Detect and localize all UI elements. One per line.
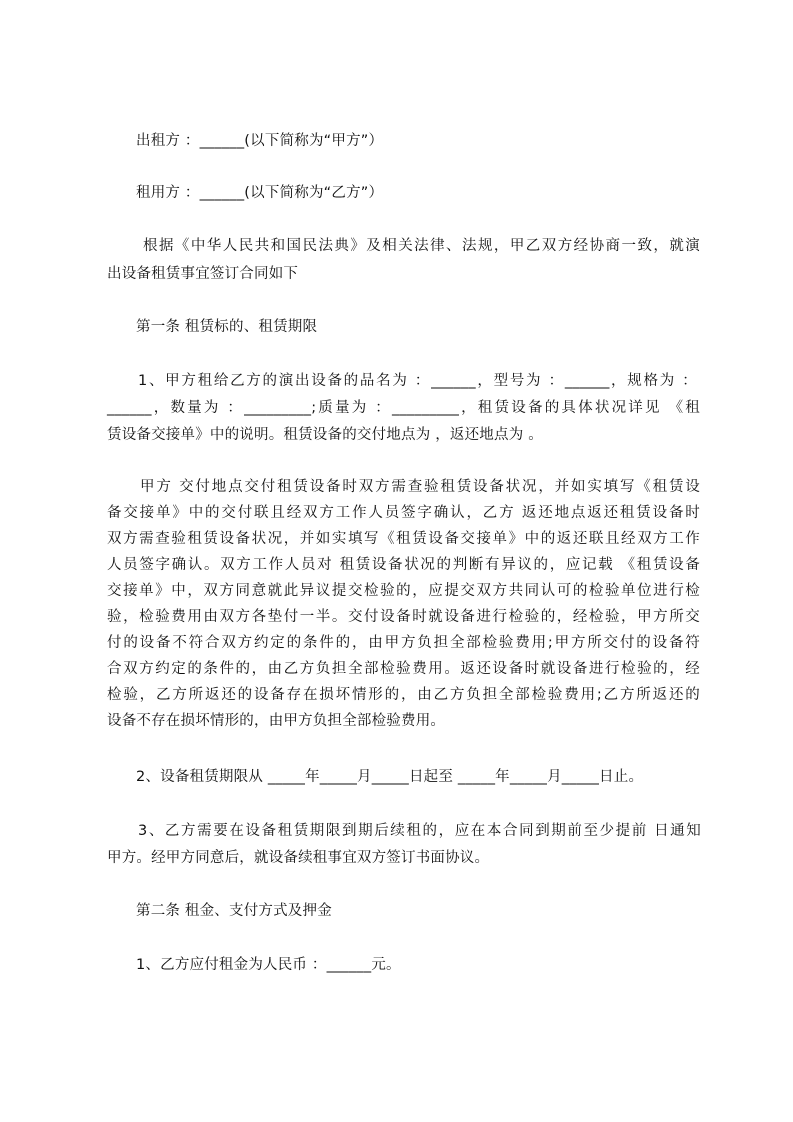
clause-1-3-line-1: 3、乙方需要在设备租赁期限到期后续租的，应在本合同到期前至少提前 日通知 <box>138 823 701 839</box>
inspection-line-3: 双方需查验租赁设备状况，并如实填写《租赁设备交接单》中的返还联且经双方工作 <box>107 531 700 547</box>
article-1-heading: 第一条 租赁标的、租赁期限 <box>136 319 318 335</box>
clause-1-3-line-2: 甲方。经甲方同意后，就设备续租事宜双方签订书面协议。 <box>107 850 490 866</box>
inspection-line-5: 交接单》中，双方同意就此异议提交检验的，应提交双方共同认可的检验单位进行检 <box>107 583 700 599</box>
preamble-line-2: 出设备租赁事宜签订合同如下 <box>107 266 299 282</box>
inspection-line-2: 备交接单》中的交付联且经双方工作人员签字确认，乙方 返还地点返还租赁设备时 <box>107 505 700 521</box>
preamble-line-1: 根据《中华人民共和国民法典》及相关法律、法规，甲乙双方经协商一致，就演 <box>143 238 700 254</box>
inspection-line-9: 检验，乙方所返还的设备存在损坏情形的，由乙方负担全部检验费用;乙方所返还的 <box>107 687 700 703</box>
clause-1-1-line-1: 1、甲方租给乙方的演出设备的品名为 ：______，型号为 ：______，规格为 ： <box>138 373 697 389</box>
clause-1-2-line-1: 2、设备租赁期限从 _____年_____月_____日起至 _____年_____月_____日止。 <box>136 769 644 785</box>
clause-1-1-line-2: ______，数量为 ：_________;质量为 ：_________，租赁设备的具体状况详见 《租 <box>107 400 700 416</box>
clause-2-1-line-1: 1、乙方应付租金为人民币 ：______元。 <box>136 957 401 973</box>
inspection-line-10: 设备不存在损坏情形的，由甲方负担全部检验费用。 <box>107 713 446 729</box>
clause-1-1-line-3: 赁设备交接单》中的说明。租赁设备的交付地点为 ，返还地点为 。 <box>107 427 543 443</box>
inspection-line-7: 付的设备不符合双方约定的条件的，由甲方负担全部检验费用;甲方所交付的设备符 <box>107 635 700 651</box>
inspection-line-1: 甲方 交付地点交付租赁设备时双方需查验租赁设备状况，并如实填写《租赁设 <box>140 479 700 495</box>
inspection-line-4: 人员签字确认。双方工作人员对 租赁设备状况的判断有异议的，应记载 《租赁设备 <box>107 557 700 573</box>
inspection-line-8: 合双方约定的条件的，由乙方负担全部检验费用。返还设备时就设备进行检验的，经 <box>107 661 700 677</box>
lessor-line: 出租方 ：______(以下简称为“甲方”） <box>136 133 384 149</box>
article-2-heading: 第二条 租金、支付方式及押金 <box>136 903 332 919</box>
inspection-line-6: 验，检验费用由双方各垫付一半。交付设备时就设备进行检验的，经检验，甲方所交 <box>107 609 700 625</box>
lessee-line: 租用方 ：______(以下简称为“乙方”） <box>136 185 384 201</box>
